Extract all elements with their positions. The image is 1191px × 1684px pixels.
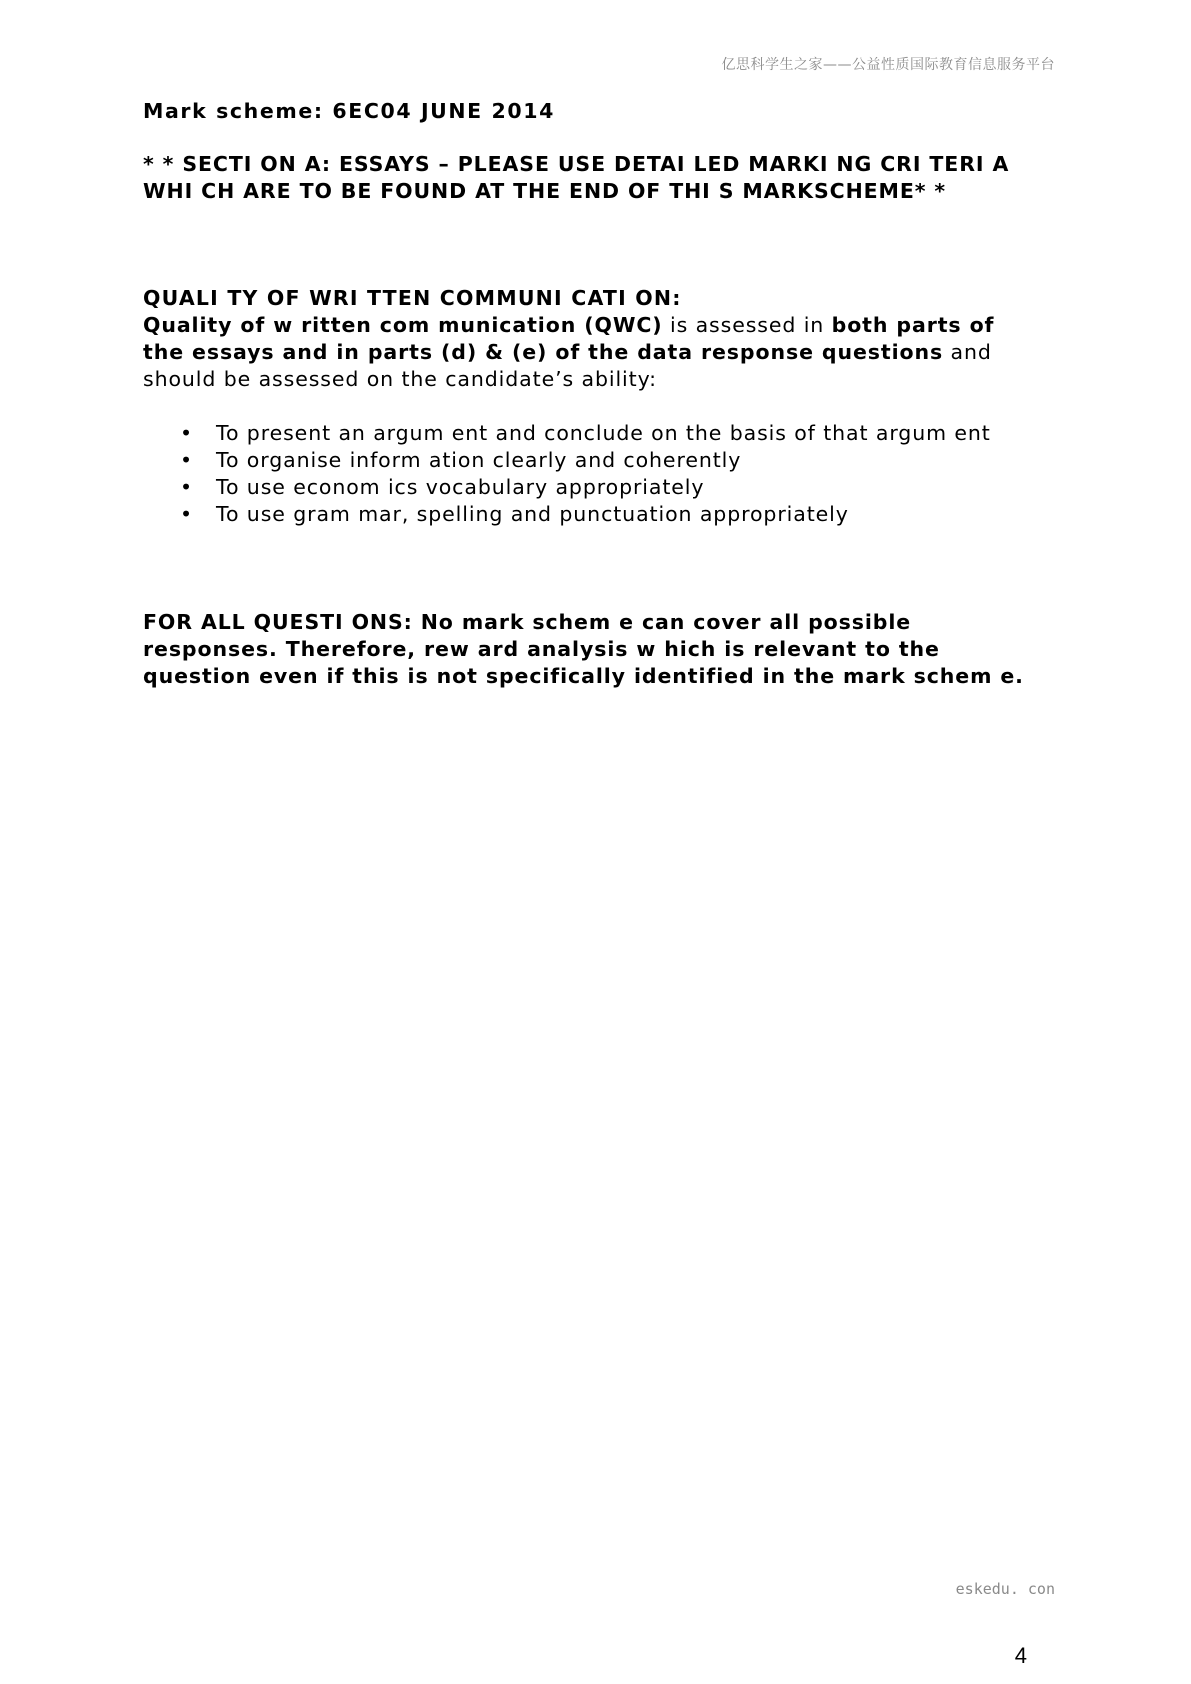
bullet-icon: • [180,502,193,526]
document-body [143,98,1063,690]
list-item [143,501,1063,528]
list-item [143,447,1063,474]
criteria-text: To organise inform ation clearly and coherently [216,448,742,472]
list-item [143,474,1063,501]
qwc-line-2 [143,339,1063,366]
qwc-line-3: should be assessed on the candidate’s ability: [143,367,657,391]
mark-scheme-title: Mark scheme: 6EC04 JUNE 2014 [143,99,555,123]
criteria-text: To use econom ics vocabulary appropriately [216,475,705,499]
qwc-criteria-list [143,420,1063,528]
criteria-text: To use gram mar, spelling and punctuation appropriately [216,502,849,526]
header-site-note: 亿思科学生之家——公益性质国际教育信息服务平台 [721,57,1055,73]
page-number: 4 [1014,1643,1027,1668]
all-questions-note [143,609,1063,690]
bullet-icon: • [180,448,193,472]
all-questions-line-3: question even if this is not specifically identified in the mark schem e. [143,664,1024,688]
qwc-paragraph [143,312,1063,393]
footer-site-watermark: eskedu. con [955,1580,1055,1598]
criteria-text: To present an argum ent and conclude on the basis of that argum ent [216,421,991,445]
bullet-icon: • [180,421,193,445]
section-a-instruction [143,151,1063,205]
qwc-text-2: and [943,340,992,364]
bullet-icon: • [180,475,193,499]
qwc-emphasis-2: the essays and in parts (d) & (e) of the data response questions [143,340,944,364]
qwc-line-1 [143,312,1063,339]
qwc-emphasis: both parts of [831,313,995,337]
qwc-term: Quality of w ritten com munication (QWC) [143,313,663,337]
qwc-text: is assessed in [662,313,832,337]
list-item [143,420,1063,447]
section-a-line-1: * * SECTI ON A: ESSAYS – PLEASE USE DETAI LED MARKI NG CRI TERI A [143,152,1010,176]
section-a-line-2: WHI CH ARE TO BE FOUND AT THE END OF THI S MARKSCHEME* * [143,179,947,203]
all-questions-line-1: FOR ALL QUESTI ONS: No mark schem e can cover all possible [143,610,912,634]
qwc-heading: QUALI TY OF WRI TTEN COMMUNI CATI ON: [143,286,682,310]
all-questions-line-2: responses. Therefore, rew ard analysis w hich is relevant to the [143,637,940,661]
